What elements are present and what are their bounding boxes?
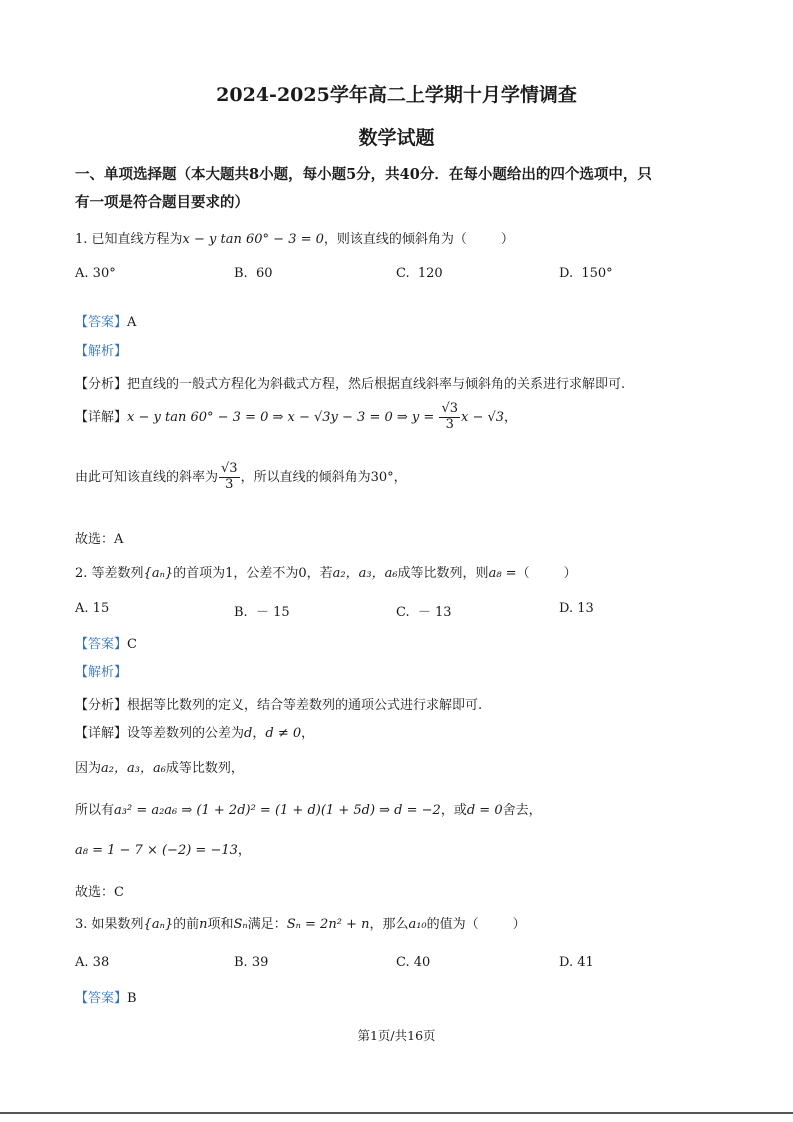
q3-option-d: D. 41 — [559, 955, 594, 970]
q3-option-a: A. 38 — [75, 955, 110, 970]
q1-prefix: 1. 已知直线方程为 — [75, 232, 183, 247]
q2-detail-line3: 所以有a₃² = a₂a₆ ⇒ (1 + 2d)² = (1 + d)(1 + 5d) ⇒ d = −2，或d = 0舍去， — [75, 803, 542, 818]
q2-detail: 【详解】设等差数列的公差为d，d ≠ 0， — [75, 726, 315, 741]
q2-option-a: A. 15 — [75, 601, 110, 616]
q1-equation: x − y tan 60° − 3 = 0 — [182, 232, 324, 247]
q1-detail: 【详解】x − y tan 60° − 3 = 0 ⇒ x − √3y − 3 = 0 ⇒ y = $\frac{√3}{3}$ x − √3， — [75, 401, 518, 432]
q3-option-b: B. 39 — [234, 955, 269, 970]
q2-answer: 【答案】C — [75, 637, 137, 652]
q1-slope-line: 由此可知该直线的斜率为 $\frac{√3}{3}$ ，所以直线的倾斜角为30°， — [75, 461, 407, 492]
q2-option-d: D. 13 — [559, 601, 594, 616]
q2-fenxi: 【分析】根据等比数列的定义，结合等差数列的通项公式进行求解即可. — [75, 698, 483, 713]
q1-option-d: D. 150° — [559, 266, 613, 281]
bottom-rule — [0, 1112, 793, 1114]
q3-stem: 3. 如果数列{aₙ}的前n项和Sₙ满足：Sₙ = 2n² + n，那么a₁₀的值为（ ） — [75, 917, 526, 932]
q1-close: ） — [500, 232, 514, 247]
q2-stem: 2. 等差数列{aₙ}的首项为1，公差不为0，若a₂，a₃，a₆成等比数列，则a₈ =（ ） — [75, 566, 577, 581]
q3-option-c: C. 40 — [396, 955, 431, 970]
q2-detail-line4: a₈ = 1 − 7 × (−2) = −13， — [75, 843, 251, 858]
q2-option-c: C. － 13 — [396, 605, 452, 620]
answer-tag: 【答案】 — [75, 991, 128, 1006]
page-title: 2024-2025学年高二上学期十月学情调查 — [216, 84, 577, 106]
answer-tag: 【答案】 — [75, 637, 128, 652]
section-header-line1: 一、单项选择题（本大题共8小题，每小题5分，共40分．在每小题给出的四个选项中，只 — [75, 166, 652, 183]
page-footer: 第1页/共16页 — [357, 1028, 436, 1043]
q2-conclusion: 故选：C — [75, 885, 124, 900]
q2-detail-line2: 因为a₂，a₃，a₆成等比数列， — [75, 761, 244, 776]
q1-conclusion: 故选：A — [75, 532, 124, 547]
q1-option-c: C. 120 — [396, 266, 443, 281]
q1-option-b: B. 60 — [234, 266, 273, 281]
q2-option-b: B. － 15 — [234, 605, 290, 620]
q3-answer: 【答案】B — [75, 991, 137, 1006]
answer-tag: 【答案】 — [75, 315, 128, 330]
q1-option-a: A. 30° — [75, 266, 116, 281]
q1-analysis-tag: 【解析】 — [75, 344, 128, 359]
q1-suffix: ，则该直线的倾斜角为（ — [323, 232, 467, 247]
page-subtitle: 数学试题 — [358, 127, 435, 149]
section-header-line2: 有一项是符合题目要求的） — [75, 194, 249, 211]
q1-answer: 【答案】A — [75, 315, 137, 330]
q1-fenxi: 【分析】把直线的一般式方程化为斜截式方程，然后根据直线斜率与倾斜角的关系进行求解即可. — [75, 377, 626, 392]
q2-analysis-tag: 【解析】 — [75, 665, 128, 680]
q1-stem — [75, 228, 514, 247]
